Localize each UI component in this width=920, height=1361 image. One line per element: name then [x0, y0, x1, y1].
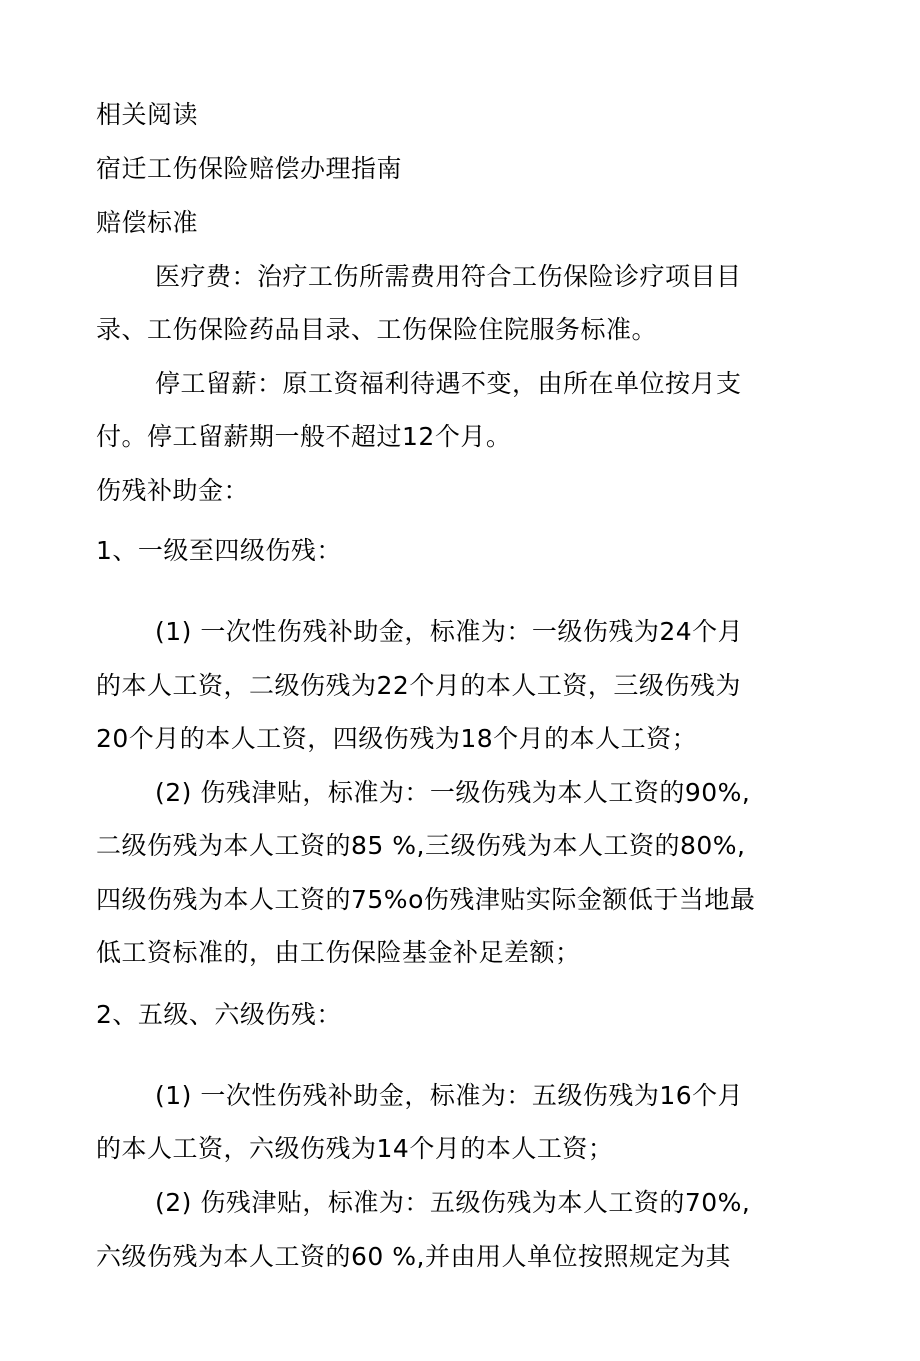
item2-paragraph-line: (1) 一次性伤残补助金，标准为：五级伤残为16个月 [155, 1081, 744, 1110]
section-heading: 赔偿标准 [96, 208, 199, 237]
item1-paragraph-line: 二级伤残为本人工资的85 %,三级伤残为本人工资的80%, [96, 831, 746, 860]
related-reading-label: 相关阅读 [96, 100, 199, 129]
item2-heading: 2、五级、六级伤残： [96, 1000, 342, 1029]
disability-subsidy-heading: 伤残补助金： [96, 476, 250, 505]
item1-paragraph-line: (2) 伤残津贴，标准为：一级伤残为本人工资的90%, [155, 778, 751, 807]
medical-paragraph-line: 医疗费：治疗工伤所需费用符合工伤保险诊疗项目目 [155, 262, 742, 291]
item1-paragraph-line: (1) 一次性伤残补助金，标准为：一级伤残为24个月 [155, 617, 744, 646]
leave-paragraph-line: 付。停工留薪期一般不超过12个月。 [96, 422, 512, 451]
item2-paragraph-line: 的本人工资，六级伤残为14个月的本人工资； [96, 1134, 614, 1163]
item2-paragraph-line: (2) 伤残津贴，标准为：五级伤残为本人工资的70%, [155, 1188, 751, 1217]
item1-heading: 1、一级至四级伤残： [96, 536, 342, 565]
item1-paragraph-line: 低工资标准的，由工伤保险基金补足差额； [96, 938, 581, 967]
leave-paragraph-line: 停工留薪：原工资福利待遇不变，由所在单位按月支 [155, 369, 742, 398]
item1-paragraph-line: 20个月的本人工资，四级伤残为18个月的本人工资； [96, 724, 698, 753]
guide-title: 宿迁工伤保险赔偿办理指南 [96, 154, 403, 183]
item1-paragraph-line: 四级伤残为本人工资的75%o伤残津贴实际金额低于当地最 [96, 885, 756, 914]
medical-paragraph-line: 录、工伤保险药品目录、工伤保险住院服务标准。 [96, 315, 658, 344]
item2-paragraph-line: 六级伤残为本人工资的60 %,并由用人单位按照规定为其 [96, 1242, 731, 1271]
item1-paragraph-line: 的本人工资，二级伤残为22个月的本人工资，三级伤残为 [96, 671, 741, 700]
